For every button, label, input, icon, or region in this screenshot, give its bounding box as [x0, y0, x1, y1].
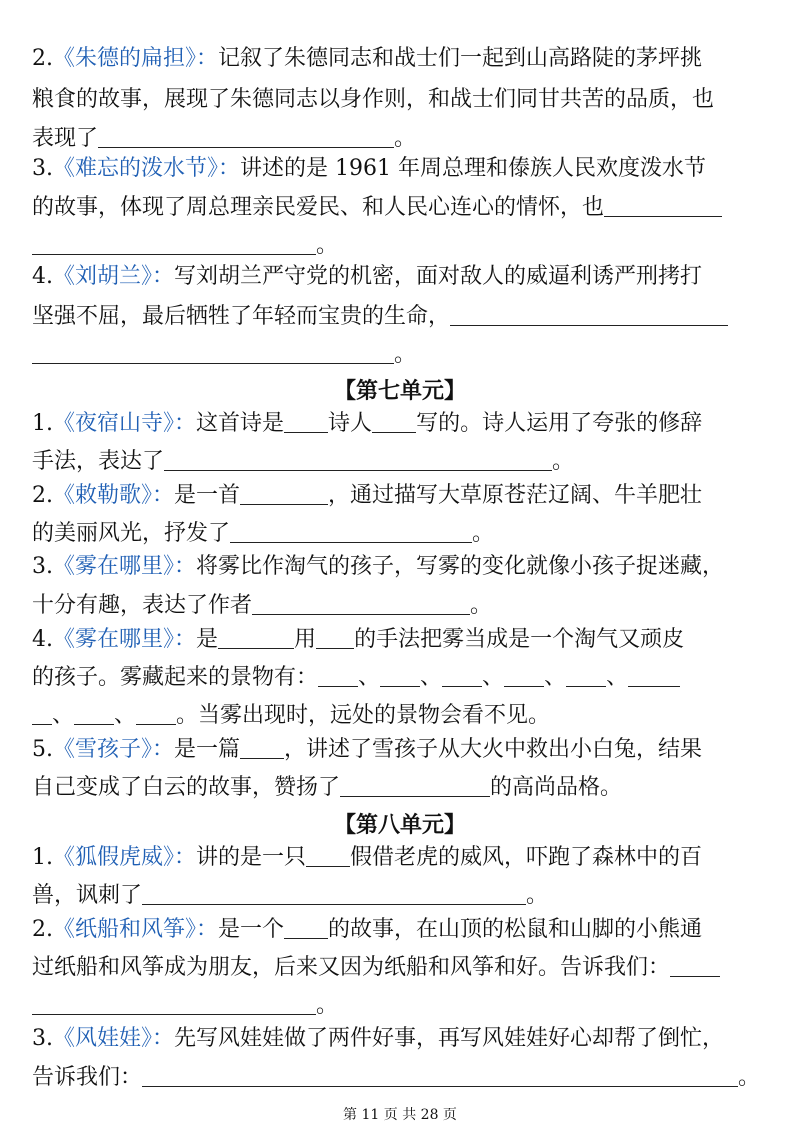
fill-blank[interactable] — [306, 846, 350, 867]
u7-item-2 — [32, 484, 702, 507]
item-text: 是一篇 — [174, 737, 241, 762]
u6-item-3 — [32, 158, 706, 180]
item-text: 记叙了朱德同志和战士们一起到山高路陡的茅坪挑 — [218, 46, 703, 71]
item-text: 的高尚品格。 — [490, 775, 623, 800]
period: 。 — [738, 1065, 761, 1090]
u6-item-3-line-3 — [32, 234, 338, 257]
item-number: 1. — [32, 411, 53, 436]
item-text: 的孩子。雾藏起来的景物有： — [32, 665, 319, 690]
fill-blank[interactable] — [670, 956, 720, 977]
lesson-title: 《难忘的泼水节》 — [53, 156, 219, 181]
title-colon: ： — [218, 156, 241, 181]
fill-blank[interactable] — [142, 884, 526, 905]
fill-blank[interactable] — [32, 994, 316, 1015]
title-colon: ： — [196, 917, 219, 942]
u6-item-2-line-3 — [32, 127, 416, 150]
item-number: 2. — [32, 483, 53, 508]
item-text: 是一个 — [218, 917, 285, 942]
separator: 、 — [52, 703, 75, 728]
lesson-title: 《风娃娃》 — [53, 1026, 153, 1051]
fill-blank[interactable] — [240, 484, 328, 505]
item-text: 的手法把雾当成是一个淘气又顽皮 — [354, 627, 685, 652]
fill-blank[interactable] — [380, 666, 420, 687]
u8-item-1-line-2 — [32, 884, 548, 907]
item-number: 2. — [32, 917, 53, 942]
title-colon: ： — [152, 483, 175, 508]
item-number: 3. — [32, 554, 53, 579]
u7-item-2-line-2 — [32, 522, 494, 545]
period: 。 — [470, 593, 493, 618]
lesson-title: 《雪孩子》 — [53, 737, 153, 762]
u8-item-2 — [32, 918, 702, 941]
u7-item-1 — [32, 412, 702, 435]
item-number: 4. — [32, 264, 53, 289]
fill-blank[interactable] — [136, 704, 176, 725]
u8-item-3 — [32, 1028, 724, 1050]
item-text: 讲的是一只 — [196, 845, 307, 870]
item-text: 用 — [294, 627, 317, 652]
u7-item-5-line-2 — [32, 776, 622, 799]
separator: 、 — [482, 665, 505, 690]
item-text: ，通过描写大草原苍茫辽阔、牛羊肥壮 — [328, 483, 703, 508]
u6-item-4-line-3 — [32, 343, 416, 366]
title-colon: ： — [174, 845, 197, 870]
u7-item-1-line-2 — [32, 450, 574, 473]
item-text: 兽，讽刺了 — [32, 883, 143, 908]
fill-blank[interactable] — [566, 666, 606, 687]
fill-blank[interactable] — [628, 666, 680, 687]
u8-item-3-line-2 — [32, 1066, 760, 1089]
fill-blank[interactable] — [316, 628, 354, 649]
fill-blank[interactable] — [504, 666, 544, 687]
period: 。 — [394, 126, 417, 151]
fill-blank[interactable] — [372, 412, 416, 433]
u7-item-4-line-2 — [32, 666, 680, 689]
item-text: 表现了 — [32, 126, 99, 151]
item-text: 写刘胡兰严守党的机密，面对敌人的威逼利诱严刑拷打 — [174, 264, 703, 289]
item-number: 1. — [32, 845, 53, 870]
item-text: 将雾比作淘气的孩子，写雾的变化就像小孩子捉迷藏， — [196, 554, 725, 579]
item-text: 。当雾出现时，远处的景物会看不见。 — [176, 703, 551, 728]
item-text: 手法，表达了 — [32, 449, 165, 474]
item-number: 4. — [32, 627, 53, 652]
item-text: 十分有趣，表达了作者 — [32, 593, 253, 618]
item-text: 这首诗是 — [196, 411, 285, 436]
item-text: 告诉我们： — [32, 1065, 143, 1090]
period: 。 — [316, 993, 339, 1018]
title-colon: ： — [174, 411, 197, 436]
lesson-title: 《雾在哪里》 — [53, 554, 175, 579]
item-text: 诗人 — [328, 411, 373, 436]
u7-item-4 — [32, 628, 684, 651]
fill-blank[interactable] — [442, 666, 482, 687]
fill-blank[interactable] — [604, 196, 722, 217]
lesson-title: 《朱德的扁担》 — [53, 46, 197, 71]
u7-item-5 — [32, 738, 702, 761]
fill-blank[interactable] — [164, 450, 552, 471]
lesson-title: 《夜宿山寺》 — [53, 411, 175, 436]
u6-item-2 — [32, 48, 702, 70]
separator: 、 — [544, 665, 567, 690]
separator: 、 — [606, 665, 629, 690]
item-number: 3. — [32, 1026, 53, 1051]
item-text: 是 — [196, 627, 219, 652]
item-number: 3. — [32, 156, 53, 181]
u7-item-4-line-3 — [32, 704, 550, 727]
fill-blank[interactable] — [340, 776, 490, 797]
fill-blank[interactable] — [98, 127, 394, 148]
period: 。 — [552, 449, 575, 474]
item-text: 坚强不屈，最后牺牲了年轻而宝贵的生命， — [32, 304, 451, 329]
item-text: 过纸船和风筝成为朋友，后来又因为纸船和风筝和好。告诉我们： — [32, 955, 671, 980]
lesson-title: 《狐假虎威》 — [53, 845, 175, 870]
page-footer: 第 11 页 共 28 页 — [343, 1107, 457, 1123]
item-number: 2. — [32, 46, 53, 71]
fill-blank[interactable] — [230, 522, 472, 543]
item-text: 假借老虎的威风，吓跑了森林中的百 — [350, 845, 703, 870]
fill-blank[interactable] — [74, 704, 114, 725]
fill-blank[interactable] — [240, 738, 284, 759]
unit-8-heading: 【第八单元】 — [333, 812, 466, 838]
item-text: ，讲述了雪孩子从大火中救出小白兔，结果 — [284, 737, 703, 762]
lesson-title: 《雾在哪里》 — [53, 627, 175, 652]
fill-blank[interactable] — [284, 412, 328, 433]
u6-item-3-line-2 — [32, 196, 722, 219]
u6-item-4-line-2 — [32, 305, 728, 328]
separator: 、 — [358, 665, 381, 690]
lesson-title: 《敕勒歌》 — [53, 483, 153, 508]
item-text: 自己变成了白云的故事，赞扬了 — [32, 775, 341, 800]
title-colon: ： — [196, 46, 219, 71]
unit-7-heading: 【第七单元】 — [333, 378, 466, 404]
period: 。 — [316, 233, 339, 258]
period: 。 — [472, 521, 495, 546]
item-text: 先写风娃娃做了两件好事，再写风娃娃好心却帮了倒忙， — [174, 1026, 725, 1051]
item-text: 写的。诗人运用了夸张的修辞 — [416, 411, 703, 436]
fill-blank[interactable] — [318, 666, 358, 687]
u8-item-1 — [32, 846, 702, 869]
title-colon: ： — [174, 627, 197, 652]
item-text: 的故事，在山顶的松鼠和山脚的小熊通 — [328, 917, 703, 942]
separator: 、 — [114, 703, 137, 728]
fill-blank[interactable] — [142, 1066, 738, 1087]
item-text: 讲述的是 1961 年周总理和傣族人民欢度泼水节 — [240, 156, 707, 181]
item-text: 的故事，体现了周总理亲民爱民、和人民心连心的情怀，也 — [32, 195, 605, 220]
u6-item-2-line-2: 粮食的故事，展现了朱德同志以身作则，和战士们同甘共苦的品质，也 — [32, 87, 715, 112]
item-text: 的美丽风光，抒发了 — [32, 521, 231, 546]
fill-blank[interactable] — [218, 628, 294, 649]
title-colon: ： — [152, 1026, 175, 1051]
item-number: 5. — [32, 737, 53, 762]
u6-item-4 — [32, 266, 702, 288]
fill-blank[interactable] — [252, 594, 470, 615]
lesson-title: 《刘胡兰》 — [53, 264, 153, 289]
title-colon: ： — [174, 554, 197, 579]
separator: 、 — [420, 665, 443, 690]
title-colon: ： — [152, 264, 175, 289]
fill-blank[interactable] — [284, 918, 328, 939]
u7-item-3 — [32, 556, 724, 578]
title-colon: ： — [152, 737, 175, 762]
fill-blank[interactable] — [32, 234, 316, 255]
u8-item-2-line-2 — [32, 956, 720, 979]
u7-item-3-line-2 — [32, 594, 492, 617]
period: 。 — [526, 883, 549, 908]
u8-item-2-line-3 — [32, 994, 338, 1017]
lesson-title: 《纸船和风筝》 — [53, 917, 197, 942]
fill-blank[interactable] — [450, 305, 728, 326]
fill-blank[interactable] — [32, 704, 52, 725]
period: 。 — [394, 342, 417, 367]
item-text: 是一首 — [174, 483, 241, 508]
fill-blank[interactable] — [32, 343, 394, 364]
